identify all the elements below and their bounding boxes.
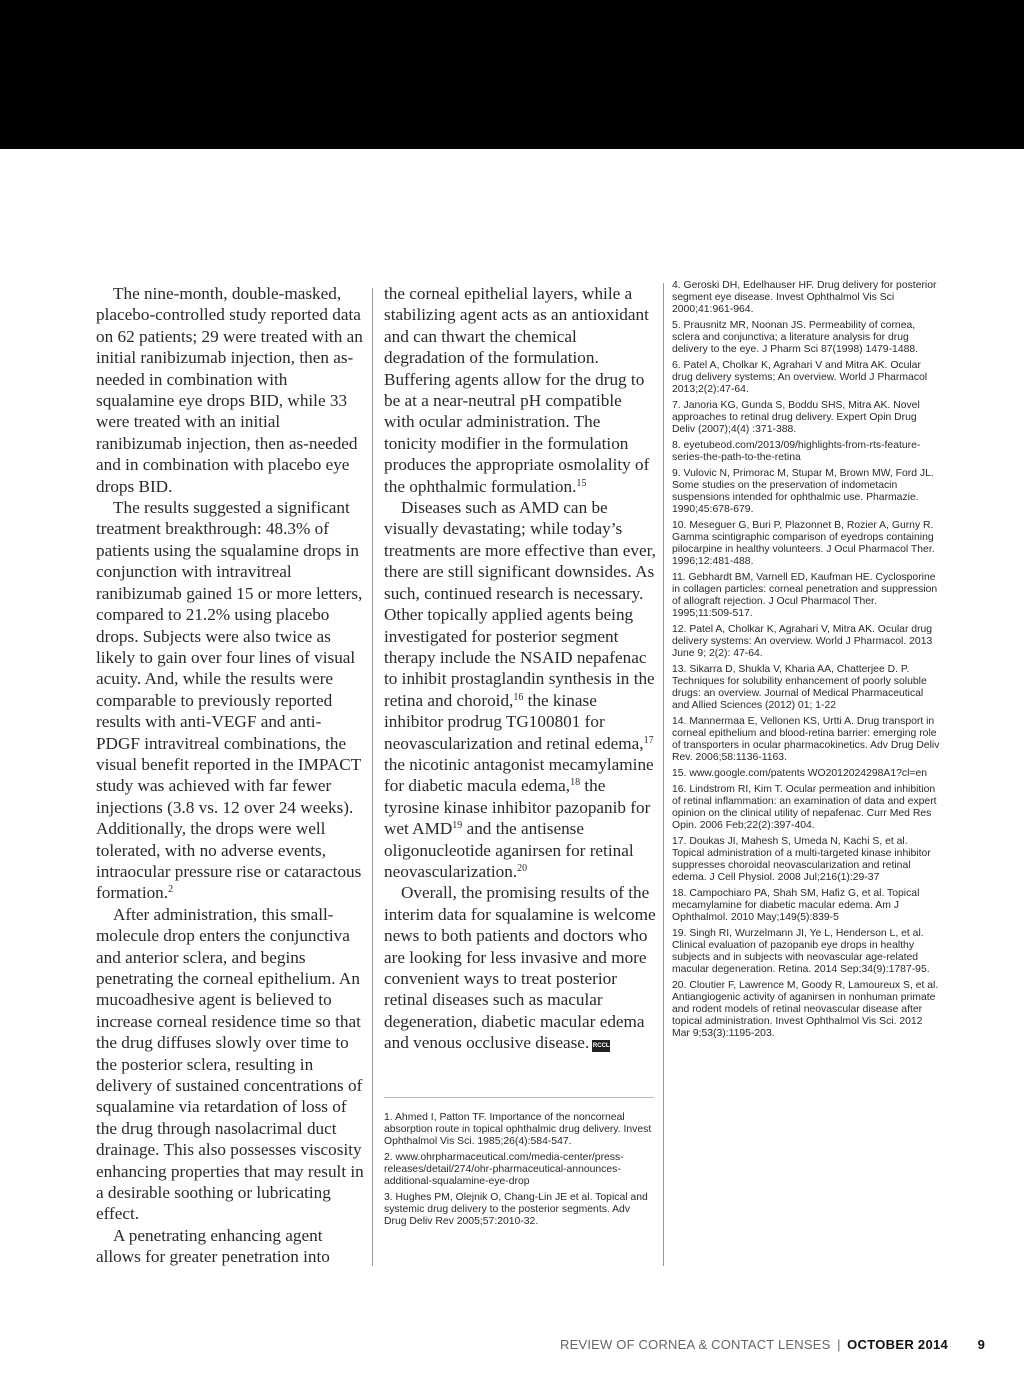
reference-item: 11. Gebhardt BM, Varnell ED, Kaufman HE. Cyclosporine in collagen particles: corneal penetration and suppression of allograft rejection. J Ocul Pharmacol Ther. 1995;11:509-517. [672,572,938,619]
reference-item: 16. Lindstrom RI, Kim T. Ocular permeation and inhibition of retinal inflammation: an examination of data and expert opinion on the clinical utility of nepafenac. Curr Med Res Opin. 2006 Feb;22(2):397-404. [672,784,937,831]
reference-item: 7. Janoria KG, Gunda S, Boddu SHS, Mitra AK. Novel approaches to retinal drug delivery. Expert Opin Drug Deliv (2007);4(4) :371-388. [672,400,920,435]
footer-separator: | [837,1337,841,1352]
body-paragraph: the corneal epithelial layers, while a stabilizing agent acts as an antioxidant and can thwart the chemical degradation of the formulation. Buffering agents allow for the drug to be at a near-neutral pH compatible with ocular administration. The tonicity modifier in the formulation produces the appropriate osmolality of the ophthalmic formulation.$^{15}$ [384,284,650,496]
reference-item: 10. Meseguer G, Buri P, Plazonnet B, Rozier A, Gurny R. Gamma scintigraphic comparison of eyedrops containing pilocarpine in healthy volunteers. J Ocul Pharmacol Ther. 1996;12:481-488. [672,520,935,567]
reference-item: 13. Sikarra D, Shukla V, Kharia AA, Chatterjee D. P. Techniques for solubility enhancement of poorly soluble drugs: an overview. Journal of Medical Pharmaceutical and Allied Sciences (2012) 01; 1-22 [672,664,927,711]
reference-item: 18. Campochiaro PA, Shah SM, Hafiz G, et al. Topical mecamylamine for diabetic macular edema. Am J Ophthalmol. 2010 May;149(5):839-5 [672,888,920,923]
citation-superscript: 17 [643,734,654,746]
reference-item: 6. Patel A, Cholkar K, Agrahari V and Mitra AK. Ocular drug delivery systems; An overview. World J Pharmacol 2013;2(2):47-64. [672,360,928,395]
article-column-2 [384,283,656,1054]
citation-superscript: 15 [576,477,587,489]
page-footer [560,1337,985,1355]
header-band [0,0,1024,149]
reference-item: 17. Doukas JI, Mahesh S, Umeda N, Kachi S, et al. Topical administration of a multi-targeted kinase inhibitor suppresses choroidal neovascularization and retinal edema. J Cell Physiol. 2008 Jul;216(1):29-37 [672,836,931,883]
reference-item: 1. Ahmed I, Patton TF. Importance of the noncorneal absorption route in topical ophthalmic drug delivery. Invest Ophthalmol Vis Sci. 1985;26(4):584-547. [384,1112,652,1147]
reference-item: 2. www.ohrpharmaceutical.com/media-center/press-releases/detail/274/ohr-pharmaceutical-announces-additional-squalamine-eye-drop [384,1152,624,1187]
reference-item: 19. Singh RI, Wurzelmann JI, Ye L, Henderson L, et al. Clinical evaluation of pazopanib eye drops in healthy subjects and in subjects with neovascular age-related macular degeneration. Retina. 2014 Sep;34(9):1787-95. [672,928,930,975]
publication-name: REVIEW OF CORNEA & CONTACT LENSES [560,1337,831,1352]
citation-superscript: 20 [517,862,528,874]
end-of-article-mark: RCCL [592,1040,610,1052]
references-list-b [672,280,940,1044]
body-paragraph: After administration, this small-molecule drop enters the conjunctiva and anterior sclera, and begins penetrating the corneal epithelium. An mucoadhesive agent is believed to increase corneal residence time so that the drug diffuses slowly over time to the posterior sclera, resulting in delivery of sustained concentrations of squalamine via retardation of loss of the drug through nasolacrimal duct drainage. This also possesses viscosity enhancing properties that may result in a desirable soothing or lubricating effect. [96,904,364,1224]
reference-item: 14. Mannermaa E, Vellonen KS, Urtti A. Drug transport in corneal epithelium and blood-retina barrier: emerging role of transporters in ocular pharmacokinetics. Adv Drug Deliv Rev. 2006;58:1136-1163. [672,716,940,763]
citation-superscript: 19 [452,820,463,832]
reference-item: 9. Vulovic N, Primorac M, Stupar M, Brown MW, Ford JL. Some studies on the preservation of indometacin suspensions intended for ophthalmic use. Pharmazie. 1990;45:678-679. [672,468,934,515]
citation-superscript: 16 [513,691,524,703]
body-paragraph: Overall, the promising results of the interim data for squalamine is welcome news to both patients and doctors who are looking for less invasive and more convenient ways to treat posterior retinal diseases such as macular degeneration, diabetic macular edema and venous occlusive disease. RCCL [384,883,656,1053]
body-paragraph: The nine-month, double-masked, placebo-controlled study reported data on 62 patients; 29 were treated with an initial ranibizumab injection, then as-needed in combination with squalamine eye drops BID, while 33 were treated with an initial ranibizumab injection, then as-needed and in combination with placebo eye drops BID. [96,284,363,496]
reference-item: 3. Hughes PM, Olejnik O, Chang-Lin JE et al. Topical and systemic drug delivery to the posterior segments. Adv Drug Deliv Rev 2005;57:2010-32. [384,1192,648,1227]
body-paragraph: The results suggested a significant treatment breakthrough: 48.3% of patients using the squalamine drops in conjunction with intravitreal ranibizumab gained 15 or more letters, compared to 21.2% using placebo drops. Subjects were also twice as likely to gain over four lines of visual acuity. And, while the results were comparable to previously reported results with anti-VEGF and anti-PDGF intravitreal combinations, the visual benefit reported in the IMPACT study was achieved with far fewer injections (3.8 vs. 12 over 24 weeks). Additionally, the drops were well tolerated, with no adverse events, intraocular pressure rise or cataractous formation.$^2$ [96,498,363,903]
references-list-a [384,1112,654,1232]
reference-item: 5. Prausnitz MR, Noonan JS. Permeability of cornea, sclera and conjunctiva; a literature analysis for drug delivery to the eye. J Pharm Sci 87(1998) 1479-1488. [672,320,919,355]
body-paragraph: A penetrating enhancing agent allows for greater penetration into [96,1225,330,1267]
reference-item: 4. Geroski DH, Edelhauser HF. Drug delivery for posterior segment eye disease. Invest Ophthalmol Vis Sci 2000;41:961-964. [672,280,937,315]
reference-item: 20. Cloutier F, Lawrence M, Goody R, Lamoureux S, et al. Antiangiogenic activity of aganirsen in nonhuman primate and rodent models of retinal neovascular disease after topical administration. Invest Ophthalmol Vis Sci. 2012 Mar 9;53(3):1195-203. [672,980,939,1039]
reference-item: 8. eyetubeod.com/2013/09/highlights-from-rts-feature-series-the-path-to-the-retina [672,440,921,463]
body-paragraph: Diseases such as AMD can be visually devastating; while today’s treatments are more effective than ever, there are still significant downsides. As such, continued research is necessary. Other topically applied agents being investigated for posterior segment therapy include the NSAID nepafenac to inhibit prostaglandin synthesis in the retina and choroid,$^{16}$ the kinase inhibitor prodrug TG100801 for neovascularization and retinal edema,$^{17}$ the nicotinic antagonist mecamylamine for diabetic macula edema,$^{18}$ the tyrosine kinase inhibitor pazopanib for wet AMD$^{19}$ and the antisense oligonucleotide aganirsen for retinal neovascularization.$^{20}$ [384,498,656,881]
column-divider [372,288,373,1266]
reference-item: 12. Patel A, Cholkar K, Agrahari V, Mitra AK. Ocular drug delivery systems: An overview. World J Pharmacol. 2013 June 9; 2(2): 47-64. [672,624,933,659]
references-divider [384,1097,654,1098]
citation-superscript: 18 [570,777,581,789]
reference-item: 15. www.google.com/patents WO2012024298A1?cl=en [672,768,928,779]
page-number: 9 [977,1337,985,1352]
citation-superscript: 2 [168,884,174,896]
article-column-1 [96,283,364,1268]
issue-date: OCTOBER 2014 [847,1337,949,1352]
column-divider [663,283,664,1266]
